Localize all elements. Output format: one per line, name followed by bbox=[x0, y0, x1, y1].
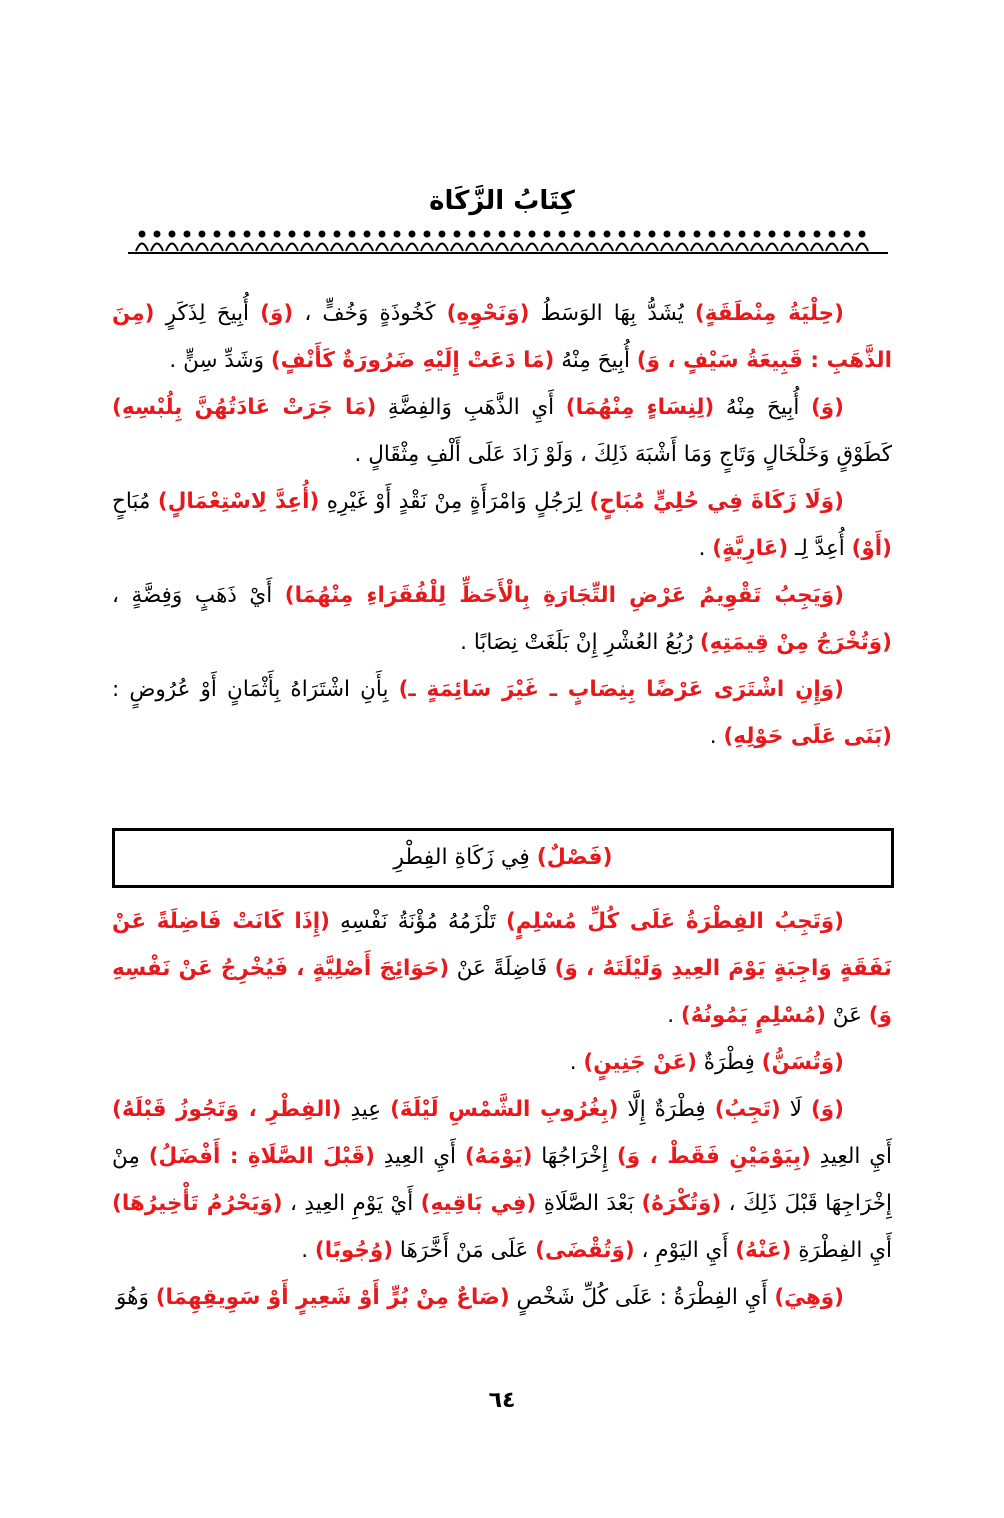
paragraph bbox=[112, 290, 892, 384]
sharh-text: كَطَوْقٍ وَخَلْخَالٍ وَتَاجٍ وَمَا أَشْبَهَ ذَلِكَ ، وَلَوْ زَادَ عَلَى أَلْفِ مِثْقَالٍ . bbox=[354, 442, 892, 467]
sharh-text: . bbox=[667, 1003, 681, 1028]
paragraph bbox=[112, 1039, 892, 1086]
sharh-text: أَيِ الفِطْرَةُ : عَلَى كُلِّ شَخْصٍ bbox=[509, 1285, 775, 1310]
sharh-text: إِخْرَاجُهَا bbox=[532, 1144, 617, 1169]
section-heading-fasl: (فَصْلٌ) bbox=[536, 845, 613, 870]
sharh-text: أُبِيحَ مِنْهُ bbox=[714, 395, 811, 420]
section-heading-title: فِي زَكَاةِ الفِطْرِ bbox=[393, 845, 537, 870]
page-header-title: كِتَابُ الزَّكَاة bbox=[429, 186, 575, 216]
matn-text: (يَوْمَهُ) bbox=[464, 1144, 533, 1169]
sharh-text: مُبَاحٍ bbox=[112, 489, 158, 514]
matn-text: (وَلَا زَكَاةَ فِي حُلِيٍّ مُبَاحٍ) bbox=[589, 489, 844, 514]
sharh-text: وَهُوَ bbox=[116, 1285, 156, 1310]
matn-text: (لِنِسَاءٍ مِنْهُمَا) bbox=[565, 395, 715, 420]
paragraph bbox=[112, 572, 892, 666]
matn-text: (وَتَجِبُ الفِطْرَةُ عَلَى كُلِّ مُسْلِمٍ) bbox=[506, 909, 844, 934]
matn-text: (عَنْ جَنِينٍ) bbox=[583, 1050, 697, 1075]
ornamental-border bbox=[128, 226, 888, 256]
matn-text: (مِنَ الذَّهَبِ : قَبِيعَةُ سَيْفٍ ، وَ) bbox=[112, 301, 892, 373]
sharh-text: عَلَى مَنْ أَخَّرَهَا bbox=[393, 1238, 536, 1263]
matn-text: (فِي بَاقِيهِ) bbox=[420, 1191, 537, 1216]
sharh-text: أَيِ العِيدِ bbox=[810, 1144, 892, 1169]
paragraph bbox=[112, 666, 892, 760]
matn-text: (وُجُوبًا) bbox=[314, 1238, 394, 1263]
sharh-text: أَيِ اليَوْمِ ، bbox=[634, 1238, 736, 1263]
matn-text: (حِلْيَةُ مِنْطَقَةٍ) bbox=[694, 301, 844, 326]
sharh-text: وَشَدِّ سِنٍّ . bbox=[169, 348, 271, 373]
matn-text: (وَتُكْرَهُ) bbox=[641, 1191, 722, 1216]
sharh-text: فِطْرَةٌ bbox=[696, 1050, 762, 1075]
matn-text: (وَتُقْضَى) bbox=[535, 1238, 635, 1263]
sharh-text: . bbox=[698, 536, 713, 561]
matn-text: (وَهِيَ) bbox=[774, 1285, 844, 1310]
matn-text: (أُعِدَّ لِاسْتِعْمَالٍ) bbox=[157, 489, 320, 514]
sharh-text: لِرَجُلٍ وَامْرَأَةٍ مِنْ نَقْدٍ أَوْ غَيْرِهِ bbox=[319, 489, 590, 514]
paragraph bbox=[112, 384, 892, 478]
matn-text: (وَيَجِبُ تَقْوِيمُ عَرْضِ التِّجَارَةِ بِالْأَحَظِّ لِلْفُقَرَاءِ مِنْهُمَا) bbox=[284, 583, 844, 608]
sharh-text: أَيِ الفِطْرَةِ bbox=[791, 1238, 892, 1263]
sharh-text: فَاضِلَةً عَنْ bbox=[449, 956, 555, 981]
sharh-text: أَيْ يَوْمِ العِيدِ ، bbox=[282, 1191, 421, 1216]
sharh-text: يُشَدُّ بِهَا الوَسَطُ bbox=[529, 301, 695, 326]
matn-text: (وَتُخْرَجُ مِنْ قِيمَتِهِ) bbox=[699, 630, 892, 655]
matn-text: (بَنَى عَلَى حَوْلِهِ) bbox=[723, 724, 892, 749]
matn-text: (عَارِيَّةٍ) bbox=[712, 536, 789, 561]
sharh-text: أُبِيحَ مِنْهُ bbox=[554, 348, 637, 373]
sharh-text: . bbox=[709, 724, 724, 749]
sharh-text: بَعْدَ الصَّلَاةِ bbox=[536, 1191, 642, 1216]
page-number: ٦٤ bbox=[488, 1388, 516, 1413]
sharh-text: . bbox=[569, 1050, 584, 1075]
matn-text: (قَبْلَ الصَّلَاةِ : أَفْضَلُ) bbox=[148, 1144, 375, 1169]
paragraph bbox=[112, 1274, 892, 1321]
matn-text: (أَوْ) bbox=[851, 536, 892, 561]
matn-text: (مَا جَرَتْ عَادَتُهُنَّ بِلُبْسِهِ) bbox=[112, 395, 377, 420]
paragraph bbox=[112, 478, 892, 572]
sharh-text: عَنْ bbox=[825, 1003, 869, 1028]
sharh-text: لَا bbox=[780, 1097, 811, 1122]
matn-text: (وَنَحْوِهِ) bbox=[446, 301, 530, 326]
sharh-text: أُعِدَّ لِـ bbox=[788, 536, 852, 561]
matn-text: (بِيَوْمَيْنِ فَقَطْ ، وَ) bbox=[616, 1144, 811, 1169]
sharh-text: كَخُوذَةٍ وَخُفٍّ ، bbox=[293, 301, 447, 326]
matn-text: (وَإِنِ اشْتَرَى عَرْضًا بِنِصَابٍ ـ غَيْرَ سَائِمَةٍ ـ) bbox=[398, 677, 844, 702]
matn-text: (وَتُسَنُّ) bbox=[761, 1050, 844, 1075]
matn-text: (صَاعٌ مِنْ بُرٍّ أَوْ شَعِيرٍ أَوْ سَوِيقِهِمَا) bbox=[155, 1285, 510, 1310]
sharh-text: رُبُعُ العُشْرِ إِنْ بَلَغَتْ نِصَابًا . bbox=[460, 630, 700, 655]
matn-text: (وَ) bbox=[260, 301, 294, 326]
matn-text: (مَا دَعَتْ إِلَيْهِ ضَرُورَةٌ كَأَنْفٍ) bbox=[270, 348, 555, 373]
matn-text: (بِغُرُوبِ الشَّمْسِ لَيْلَةَ) bbox=[390, 1097, 619, 1122]
sharh-text: أُبِيحَ لِذَكَرٍ bbox=[154, 301, 261, 326]
ornament-pattern-icon bbox=[128, 226, 888, 256]
sharh-text: أَيِ الذَّهَبِ وَالفِضَّةِ bbox=[376, 395, 566, 420]
sharh-text: مِنْ إِخْرَاجِهَا قَبْلَ ذَلِكَ ، bbox=[112, 1144, 893, 1216]
sharh-text: عِيدِ bbox=[341, 1097, 391, 1122]
section-zakat-jewelry bbox=[112, 290, 892, 810]
sharh-text: أَيِ العِيدِ bbox=[374, 1144, 465, 1169]
sharh-text: بِأَنِ اشْتَرَاهُ بِأَثْمَانٍ أَوْ عُرُوضٍ : bbox=[112, 677, 399, 702]
paragraph bbox=[112, 1086, 892, 1274]
section-heading-box bbox=[112, 828, 894, 888]
matn-text: (تَجِبُ) bbox=[714, 1097, 781, 1122]
sharh-text: . bbox=[301, 1238, 315, 1263]
matn-text: (وَ) bbox=[810, 395, 845, 420]
matn-text: (مُسْلِمٍ يَمُونُهُ) bbox=[680, 1003, 826, 1028]
matn-text: (الفِطْرِ ، وَتَجُوزُ قَبْلَهُ) bbox=[112, 1097, 342, 1122]
matn-text: (عَنْهُ) bbox=[735, 1238, 792, 1263]
sharh-text: أَيْ ذَهَبٍ وَفِضَّةٍ ، bbox=[112, 583, 285, 608]
paragraph bbox=[112, 898, 892, 1039]
matn-text: (إِذَا كَانَتْ فَاضِلَةً عَنْ نَفَقَةٍ وَاجِبَةٍ يَوْمَ العِيدِ وَلَيْلَتَهُ ، وَ) bbox=[112, 909, 892, 981]
matn-text: (حَوَائِجَ أَصْلِيَّةٍ ، فَيُخْرِجُ عَنْ نَفْسِهِ وَ) bbox=[112, 956, 892, 1028]
matn-text: (وَ) bbox=[810, 1097, 845, 1122]
sharh-text: تَلْزَمُهُ مُؤْنَةُ نَفْسِهِ bbox=[330, 909, 507, 934]
matn-text: (وَيَحْرُمُ تَأْخِيرُهَا) bbox=[112, 1191, 283, 1216]
sharh-text: فِطْرَةٌ إِلَّا bbox=[618, 1097, 715, 1122]
section-zakat-fitr bbox=[112, 898, 892, 1378]
